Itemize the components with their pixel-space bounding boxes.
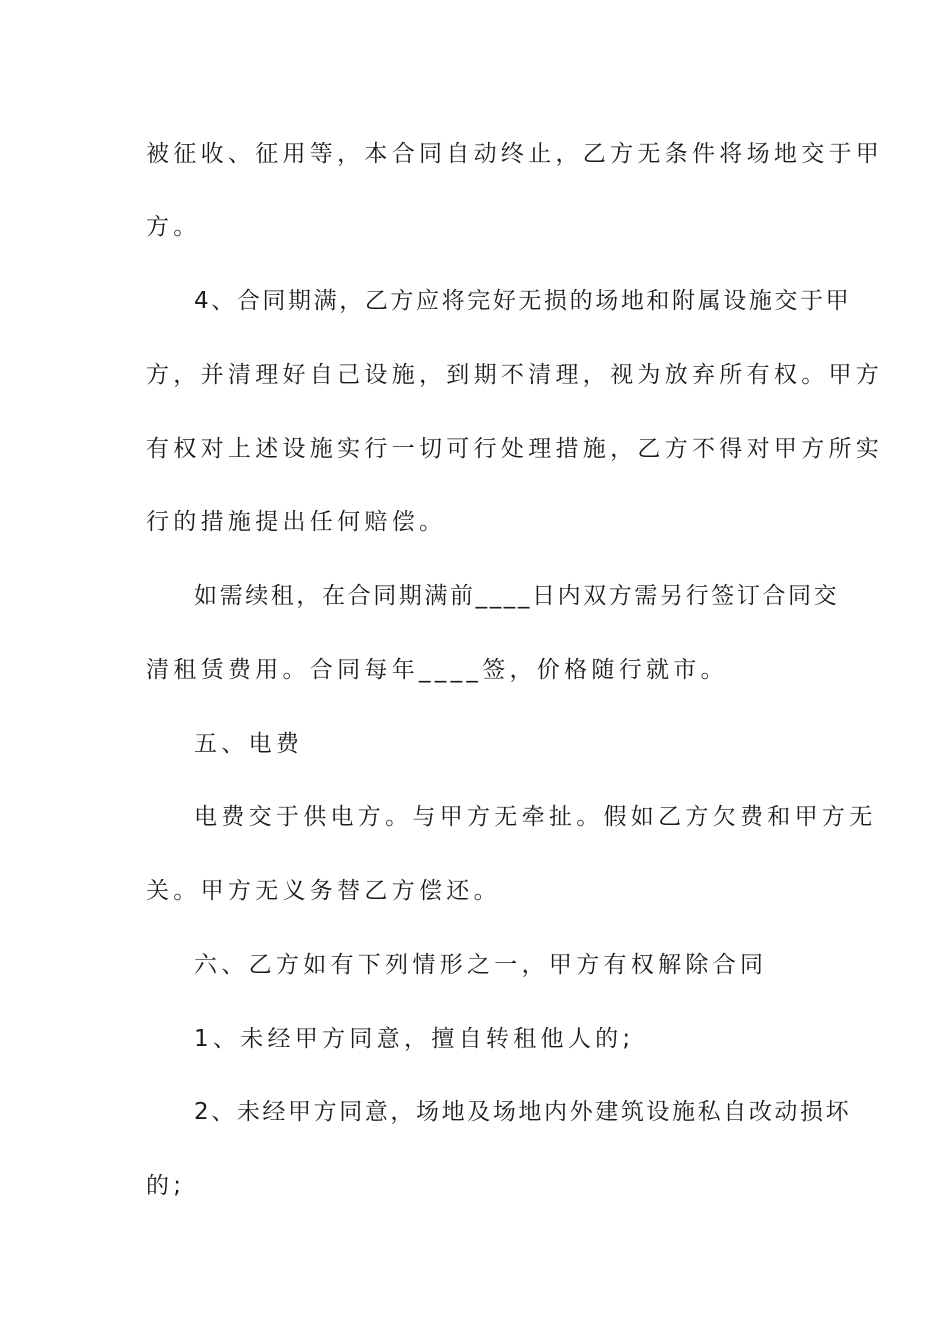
text-line: 清租赁费用。合同每年____签，价格随行就市。: [146, 657, 728, 683]
list-item: 1、未经甲方同意，擅自转租他人的;: [194, 1026, 635, 1052]
text-line: 的;: [146, 1173, 186, 1199]
text-line: 方，并清理好自己设施，到期不清理，视为放弃所有权。甲方: [146, 362, 884, 388]
text-line: 行的措施提出任何赔偿。: [146, 509, 447, 535]
text-line: 如需续租，在合同期满前____日内双方需另行签订合同交: [194, 583, 840, 609]
section-heading: 五、电费: [194, 731, 304, 757]
list-item: 2、未经甲方同意，场地及场地内外建筑设施私自改动损坏: [194, 1099, 852, 1125]
section-heading: 六、乙方如有下列情形之一，甲方有权解除合同: [194, 952, 768, 978]
text-line: 方。: [146, 214, 201, 240]
text-line: 4、合同期满，乙方应将完好无损的场地和附属设施交于甲: [194, 288, 852, 314]
text-line: 电费交于供电方。与甲方无牵扯。假如乙方欠费和甲方无: [194, 804, 877, 830]
text-line: 关。甲方无义务替乙方偿还。: [146, 878, 501, 904]
text-line: 被征收、征用等，本合同自动终止，乙方无条件将场地交于甲: [146, 141, 884, 167]
text-line: 有权对上述设施实行一切可行处理措施，乙方不得对甲方所实: [146, 436, 884, 462]
